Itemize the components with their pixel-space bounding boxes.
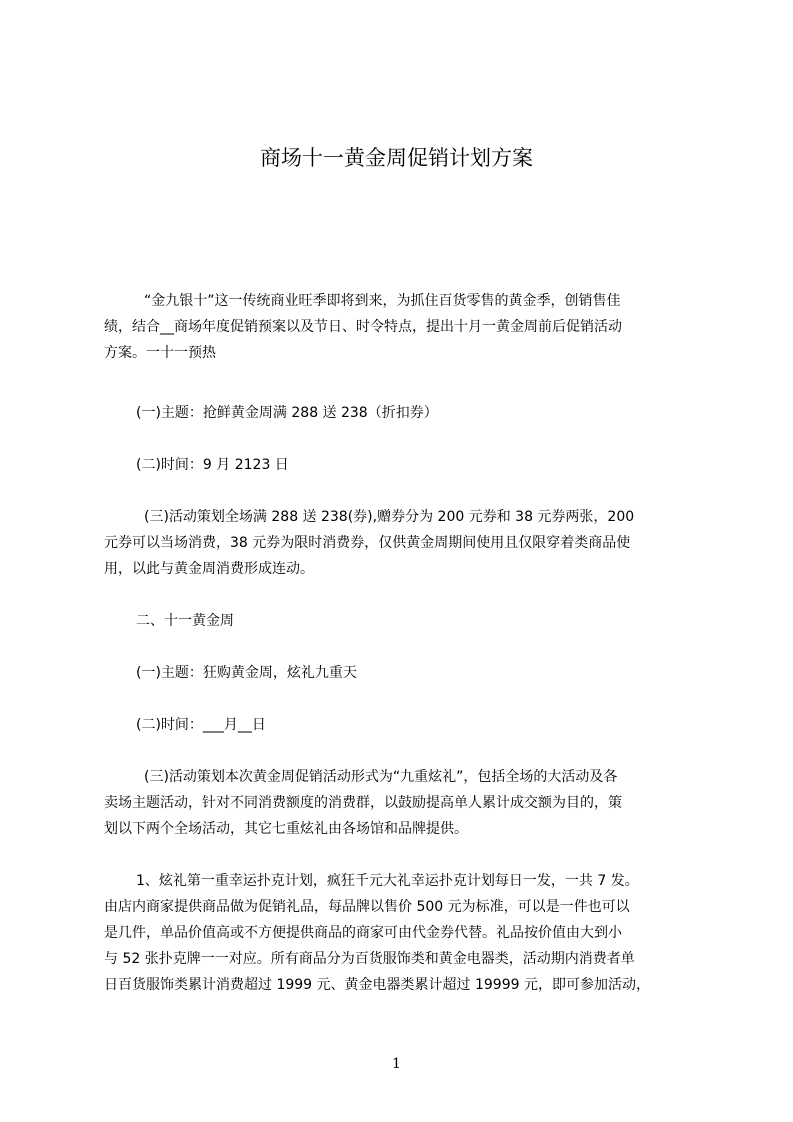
pre-plan-line: (三)活动策划全场满 288 送 238(券),赠券分为 200 元券和 38 元券两张，200 xyxy=(144,509,635,525)
intro-line: 绩，结合__商场年度促销预案以及节日、时令特点，提出十月一黄金周前后促销活动 xyxy=(104,319,622,335)
pre-plan-line: 用，以此与黄金周消费形成连动。 xyxy=(104,561,314,577)
golden-week-time: (二)时间：___月__日 xyxy=(136,717,266,733)
item-one-line: 与 52 张扑克牌一一对应。所有商品分为百货服饰类和黄金电器类，活动期内消费者单 xyxy=(104,951,635,967)
gw-plan-line: (三)活动策划本次黄金周促销活动形式为“九重炫礼”，包括全场的大活动及各 xyxy=(144,769,618,785)
page-number: 1 xyxy=(392,1056,401,1072)
intro-paragraph xyxy=(104,288,698,366)
gw-plan-line: 卖场主题活动，针对不同消费额度的消费群，以鼓励提高单人累计成交额为目的，策 xyxy=(104,795,622,811)
pre-plan-line: 元券可以当场消费，38 元券为限时消费券，仅供黄金周期间使用且仅限穿着类商品使 xyxy=(104,535,631,551)
item-one-line: 1、炫礼第一重幸运扑克计划，疯狂千元大礼幸运扑克计划每日一发，一共 7 发。 xyxy=(136,873,639,889)
document-title: 商场十一黄金周促销计划方案 xyxy=(260,146,533,170)
pre-heat-time: (二)时间：9 月 2123 日 xyxy=(136,457,289,473)
pre-heat-theme: (一)主题：抢鲜黄金周满 288 送 238（折扣券） xyxy=(136,405,438,421)
item-one-line: 日百货服饰类累计消费超过 1999 元、黄金电器类累计超过 19999 元，即可参加活动， xyxy=(104,977,650,993)
section-two-heading: 二、十一黄金周 xyxy=(136,613,234,629)
intro-line: “金九银十”这一传统商业旺季即将到来，为抓住百货零售的黄金季，创销售佳 xyxy=(144,293,621,309)
intro-line: 方案。一十一预热 xyxy=(104,345,216,361)
item-one-line: 由店内商家提供商品做为促销礼品，每品牌以售价 500 元为标准，可以是一件也可以 xyxy=(104,899,630,915)
item-one-line: 是几件，单品价值高或不方便提供商品的商家可由代金券代替。礼品按价值由大到小 xyxy=(104,925,622,941)
document-body xyxy=(104,288,698,998)
golden-week-theme: (一)主题：狂购黄金周，炫礼九重天 xyxy=(136,665,357,681)
golden-week-plan xyxy=(104,764,698,842)
lucky-poker-item xyxy=(104,868,698,998)
pre-heat-plan xyxy=(104,504,698,582)
gw-plan-line: 划以下两个全场活动，其它七重炫礼由各场馆和品牌提供。 xyxy=(104,821,468,837)
